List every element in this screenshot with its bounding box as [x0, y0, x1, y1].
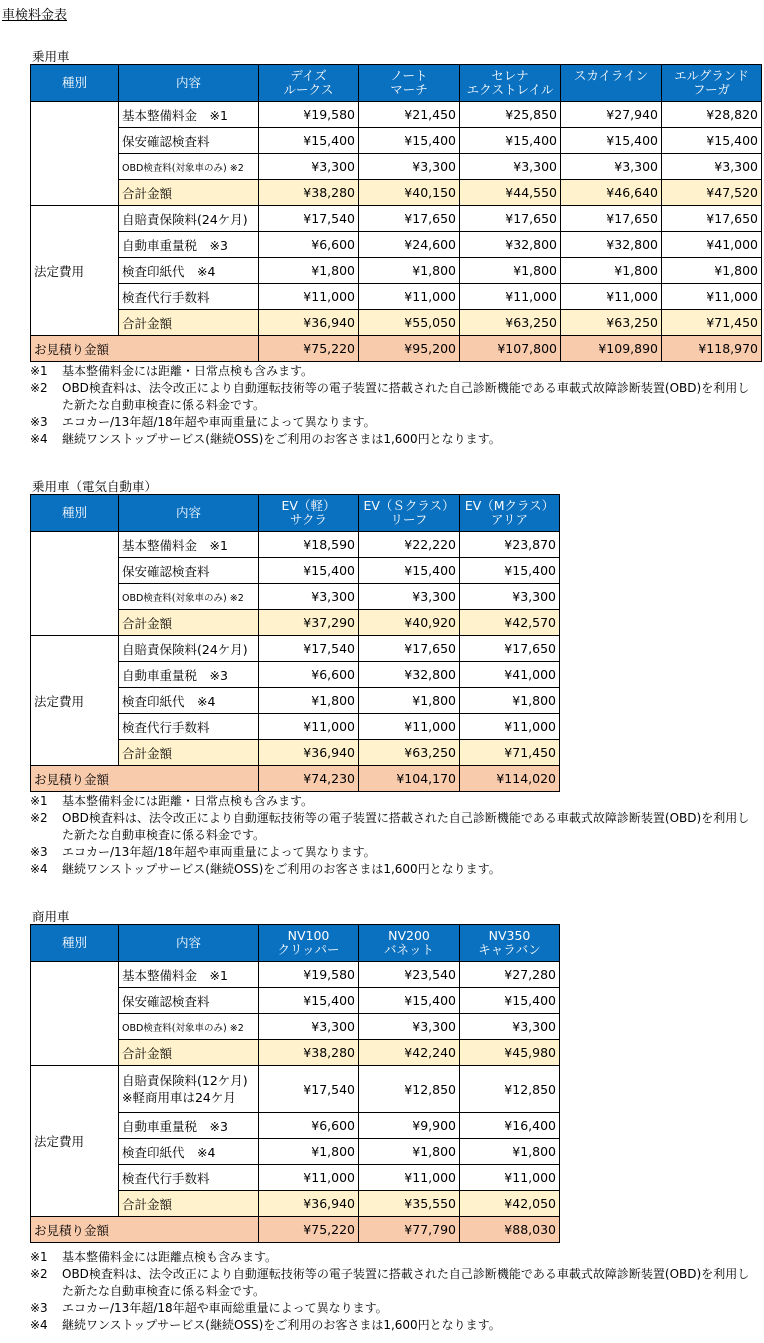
footnote	[30, 380, 760, 414]
table-row	[31, 258, 762, 284]
price-cell: ¥19,580	[259, 102, 359, 128]
item-label: 合計金額	[119, 610, 259, 636]
footnote-mark: ※4	[30, 432, 48, 446]
item-label	[119, 1165, 259, 1191]
model-name-line2: リーフ	[390, 512, 428, 527]
item-label	[119, 310, 259, 336]
price-cell: ¥15,400	[359, 128, 460, 154]
item-label-text: 検査代行手数料	[122, 1170, 210, 1186]
page-title: 車検料金表	[2, 8, 68, 23]
item-label	[119, 1066, 259, 1113]
item-label-text: 自動車重量税 ※3	[122, 667, 228, 683]
item-label: 基本整備料金 ※1	[119, 102, 259, 128]
model-name-line2: キャラバン	[478, 942, 541, 957]
price-cell: ¥36,940	[259, 310, 359, 336]
item-label	[119, 1139, 259, 1165]
price-cell: ¥32,800	[460, 232, 561, 258]
price-cell: ¥17,650	[662, 206, 762, 232]
price-cell: ¥1,800	[259, 258, 359, 284]
price-cell: ¥11,000	[259, 284, 359, 310]
price-cell: ¥3,300	[259, 1014, 359, 1040]
table-row	[31, 154, 762, 180]
header-content: 内容	[119, 925, 259, 962]
section-title: 商用車	[32, 909, 70, 924]
price-cell: ¥1,800	[662, 258, 762, 284]
model-name-line2: フーガ	[693, 82, 730, 97]
price-cell: ¥17,540	[259, 206, 359, 232]
price-cell: ¥1,800	[259, 688, 359, 714]
model-header	[662, 65, 762, 102]
footnote-mark: ※4	[30, 1318, 48, 1332]
item-label: OBD検査料(対象車のみ) ※2	[119, 154, 259, 180]
price-table	[30, 64, 762, 362]
estimate-price: ¥107,800	[460, 336, 561, 362]
item-label-text: 自動車重量税 ※3	[122, 1118, 228, 1134]
price-cell: ¥11,000	[259, 1165, 359, 1191]
estimate-price: ¥88,030	[460, 1217, 560, 1243]
price-cell: ¥15,400	[561, 128, 662, 154]
header-content: 内容	[119, 495, 259, 532]
item-label: 合計金額	[119, 180, 259, 206]
model-header	[561, 65, 662, 102]
model-name-line2: バネット	[383, 942, 434, 957]
table-row	[31, 636, 560, 662]
category-cell	[31, 962, 119, 1066]
item-label: 基本整備料金 ※1	[119, 532, 259, 558]
price-cell: ¥11,000	[460, 714, 560, 740]
price-cell: ¥15,400	[460, 988, 560, 1014]
item-label: OBD検査料(対象車のみ) ※2	[119, 1014, 259, 1040]
item-label: 保安確認検査料	[119, 558, 259, 584]
price-cell: ¥15,400	[359, 988, 460, 1014]
table-row	[31, 532, 560, 558]
item-label-text: 検査代行手数料	[122, 289, 210, 305]
model-name-line1: EV（Ｓクラス）	[363, 498, 455, 513]
model-header	[359, 65, 460, 102]
price-cell: ¥6,600	[259, 232, 359, 258]
footnote	[30, 810, 760, 844]
price-cell: ¥11,000	[662, 284, 762, 310]
item-label	[119, 1113, 259, 1139]
header-content: 内容	[119, 65, 259, 102]
price-cell: ¥27,940	[561, 102, 662, 128]
price-table	[30, 924, 560, 1243]
estimate-price: ¥114,020	[460, 766, 560, 792]
price-cell: ¥55,050	[359, 310, 460, 336]
price-cell: ¥1,800	[359, 688, 460, 714]
table-row	[31, 128, 762, 154]
price-cell: ¥45,980	[460, 1040, 560, 1066]
estimate-row	[31, 336, 762, 362]
header-row	[31, 495, 560, 532]
estimate-price: ¥75,220	[259, 336, 359, 362]
estimate-label: お見積り金額	[31, 766, 259, 792]
item-label	[119, 232, 259, 258]
model-header	[259, 925, 359, 962]
estimate-price: ¥104,170	[359, 766, 460, 792]
item-label	[119, 1191, 259, 1217]
price-cell: ¥38,280	[259, 1040, 359, 1066]
header-type: 種別	[31, 495, 119, 532]
item-label-text: 検査印紙代 ※4	[122, 693, 216, 709]
model-name-line2: クリッパー	[277, 942, 340, 957]
price-cell: ¥17,540	[259, 1066, 359, 1113]
price-cell: ¥42,240	[359, 1040, 460, 1066]
estimate-price: ¥77,790	[359, 1217, 460, 1243]
item-label: 保安確認検査料	[119, 128, 259, 154]
item-label-text: 自賠責保険料(24ケ月)	[122, 211, 248, 227]
item-label-text: 合計金額	[122, 745, 173, 761]
price-cell: ¥32,800	[561, 232, 662, 258]
price-cell: ¥41,000	[662, 232, 762, 258]
item-label: 基本整備料金 ※1	[119, 962, 259, 988]
footnote	[30, 363, 760, 380]
table-row	[31, 180, 762, 206]
footnote-mark: ※3	[30, 1301, 48, 1315]
price-cell: ¥1,800	[460, 688, 560, 714]
model-header	[359, 495, 460, 532]
price-cell: ¥22,220	[359, 532, 460, 558]
table-row	[31, 232, 762, 258]
price-cell: ¥40,150	[359, 180, 460, 206]
legal-fee-category: 法定費用	[31, 1066, 119, 1217]
item-label: 合計金額	[119, 1040, 259, 1066]
estimate-label: お見積り金額	[31, 336, 259, 362]
price-cell: ¥12,850	[460, 1066, 560, 1113]
header-row	[31, 925, 560, 962]
price-cell: ¥23,870	[460, 532, 560, 558]
price-cell: ¥15,400	[259, 988, 359, 1014]
price-cell: ¥3,300	[460, 154, 561, 180]
item-label-text: 合計金額	[122, 1196, 173, 1212]
price-cell: ¥17,650	[460, 636, 560, 662]
price-cell: ¥1,800	[460, 1139, 560, 1165]
table-row	[31, 1066, 560, 1113]
model-name-line1: エルグランド	[674, 68, 749, 83]
footnote-text: エコカー/13年超/18年超や車両重量によって異なります。	[62, 415, 376, 429]
category-cell	[31, 532, 119, 636]
item-label	[119, 258, 259, 284]
footnote-text: 継続ワンストップサービス(継続OSS)をご利用のお客さまは1,600円となります。	[62, 432, 501, 446]
footnote	[30, 1266, 760, 1300]
model-header	[460, 65, 561, 102]
model-name-line1: EV（軽）	[281, 498, 336, 513]
item-label: 保安確認検査料	[119, 988, 259, 1014]
price-cell: ¥63,250	[460, 310, 561, 336]
footnote-text: OBD検査料は、法令改正により自動運転技術等の電子装置に搭載された自己診断機能である車載式故障診断装置(OBD)を利用した新たな自動車検査に係る料金です。	[62, 381, 750, 412]
price-cell: ¥3,300	[561, 154, 662, 180]
price-cell: ¥47,520	[662, 180, 762, 206]
legal-fee-category: 法定費用	[31, 206, 119, 336]
model-header	[460, 925, 560, 962]
model-name-line1: NV200	[388, 928, 430, 943]
price-cell: ¥24,600	[359, 232, 460, 258]
estimate-price: ¥95,200	[359, 336, 460, 362]
model-header	[259, 65, 359, 102]
footnote-text: 基本整備料金には距離・日常点検も含みます。	[62, 794, 314, 808]
footnote	[30, 844, 760, 861]
table-row	[31, 962, 560, 988]
price-cell: ¥25,850	[460, 102, 561, 128]
price-cell: ¥71,450	[662, 310, 762, 336]
footnote-mark: ※2	[30, 381, 48, 395]
price-cell: ¥11,000	[460, 1165, 560, 1191]
price-cell: ¥3,300	[259, 584, 359, 610]
model-name-line2: エクストレイル	[466, 82, 554, 97]
price-cell: ¥1,800	[460, 258, 561, 284]
price-cell: ¥46,640	[561, 180, 662, 206]
price-cell: ¥15,400	[460, 558, 560, 584]
price-cell: ¥32,800	[359, 662, 460, 688]
footnote	[30, 431, 760, 448]
footnote-mark: ※3	[30, 415, 48, 429]
table-row	[31, 102, 762, 128]
footnotes	[30, 1249, 760, 1334]
price-cell: ¥17,650	[561, 206, 662, 232]
section-title: 乗用車	[32, 49, 70, 64]
price-cell: ¥3,300	[359, 154, 460, 180]
item-label-text: 合計金額	[122, 315, 173, 331]
price-cell: ¥3,300	[359, 584, 460, 610]
model-name-line2: マーチ	[390, 82, 428, 97]
footnote-text: 継続ワンストップサービス(継続OSS)をご利用のお客さまは1,600円となります。	[62, 1318, 501, 1332]
item-label-text: 検査印紙代 ※4	[122, 263, 216, 279]
price-cell: ¥11,000	[359, 1165, 460, 1191]
item-label-text: 自賠責保険料(12ケ月)	[122, 1073, 248, 1088]
footnote-text: 継続ワンストップサービス(継続OSS)をご利用のお客さまは1,600円となります。	[62, 862, 501, 876]
estimate-price: ¥109,890	[561, 336, 662, 362]
footnote	[30, 1317, 760, 1334]
price-cell: ¥1,800	[359, 1139, 460, 1165]
price-cell: ¥16,400	[460, 1113, 560, 1139]
model-header	[259, 495, 359, 532]
price-cell: ¥71,450	[460, 740, 560, 766]
header-type: 種別	[31, 925, 119, 962]
item-label	[119, 662, 259, 688]
price-cell: ¥38,280	[259, 180, 359, 206]
price-cell: ¥42,570	[460, 610, 560, 636]
footnote	[30, 1249, 760, 1266]
footnote-mark: ※1	[30, 794, 48, 808]
model-name-line1: セレナ	[491, 68, 529, 83]
footnote-text: 基本整備料金には距離点検も含みます。	[62, 1250, 278, 1264]
item-label-text: 検査印紙代 ※4	[122, 1144, 216, 1160]
item-label-note: ※軽商用車は24ケ月	[122, 1090, 236, 1105]
header-row	[31, 65, 762, 102]
footnote	[30, 861, 760, 878]
footnote-text: OBD検査料は、法令改正により自動運転技術等の電子装置に搭載された自己診断機能である車載式故障診断装置(OBD)を利用した新たな自動車検査に係る料金です。	[62, 1267, 750, 1298]
estimate-row	[31, 766, 560, 792]
model-name-line1: デイズ	[290, 68, 327, 83]
header-type: 種別	[31, 65, 119, 102]
estimate-price: ¥75,220	[259, 1217, 359, 1243]
item-label	[119, 636, 259, 662]
footnote-mark: ※4	[30, 862, 48, 876]
category-cell	[31, 102, 119, 206]
price-cell: ¥11,000	[561, 284, 662, 310]
model-name-line2: ルークス	[283, 82, 334, 97]
price-cell: ¥11,000	[460, 284, 561, 310]
item-label	[119, 714, 259, 740]
model-name-line2: サクラ	[289, 512, 327, 527]
footnote-mark: ※1	[30, 364, 48, 378]
item-label: OBD検査料(対象車のみ) ※2	[119, 584, 259, 610]
price-cell: ¥6,600	[259, 662, 359, 688]
item-label	[119, 206, 259, 232]
price-cell: ¥37,290	[259, 610, 359, 636]
price-cell: ¥18,590	[259, 532, 359, 558]
price-cell: ¥11,000	[359, 714, 460, 740]
price-table	[30, 494, 560, 792]
model-name-line1: ノート	[390, 68, 428, 83]
price-cell: ¥42,050	[460, 1191, 560, 1217]
price-cell: ¥11,000	[259, 714, 359, 740]
price-cell: ¥3,300	[359, 1014, 460, 1040]
price-cell: ¥28,820	[662, 102, 762, 128]
price-cell: ¥17,650	[460, 206, 561, 232]
item-label-text: 検査代行手数料	[122, 719, 210, 735]
table-row	[31, 206, 762, 232]
model-name-line1: EV（Mクラス）	[464, 498, 555, 513]
model-header	[359, 925, 460, 962]
price-cell: ¥35,550	[359, 1191, 460, 1217]
price-cell: ¥3,300	[259, 154, 359, 180]
item-label-text: 自動車重量税 ※3	[122, 237, 228, 253]
price-cell: ¥23,540	[359, 962, 460, 988]
price-cell: ¥21,450	[359, 102, 460, 128]
price-cell: ¥15,400	[662, 128, 762, 154]
estimate-price: ¥74,230	[259, 766, 359, 792]
price-cell: ¥12,850	[359, 1066, 460, 1113]
price-cell: ¥19,580	[259, 962, 359, 988]
estimate-row	[31, 1217, 560, 1243]
price-cell: ¥15,400	[460, 128, 561, 154]
footnote	[30, 793, 760, 810]
table-row	[31, 310, 762, 336]
footnote	[30, 414, 760, 431]
price-cell: ¥3,300	[460, 1014, 560, 1040]
model-name-line1: スカイライン	[573, 68, 649, 83]
table-row	[31, 284, 762, 310]
price-cell: ¥27,280	[460, 962, 560, 988]
footnote-text: OBD検査料は、法令改正により自動運転技術等の電子装置に搭載された自己診断機能である車載式故障診断装置(OBD)を利用した新たな自動車検査に係る料金です。	[62, 811, 750, 842]
price-cell: ¥3,300	[460, 584, 560, 610]
estimate-price: ¥118,970	[662, 336, 762, 362]
price-cell: ¥15,400	[259, 558, 359, 584]
price-cell: ¥15,400	[259, 128, 359, 154]
price-cell: ¥3,300	[662, 154, 762, 180]
footnote-text: エコカー/13年超/18年超や車両重量によって異なります。	[62, 845, 376, 859]
item-label	[119, 740, 259, 766]
model-header	[460, 495, 560, 532]
model-name-line2: アリア	[490, 512, 528, 527]
item-label	[119, 688, 259, 714]
footnote-mark: ※2	[30, 1267, 48, 1281]
footnotes	[30, 793, 760, 878]
price-cell: ¥44,550	[460, 180, 561, 206]
footnote	[30, 1300, 760, 1317]
model-name-line2	[564, 83, 658, 97]
price-cell: ¥36,940	[259, 740, 359, 766]
price-cell: ¥1,800	[259, 1139, 359, 1165]
estimate-label: お見積り金額	[31, 1217, 259, 1243]
legal-fee-category: 法定費用	[31, 636, 119, 766]
price-cell: ¥11,000	[359, 284, 460, 310]
price-cell: ¥17,650	[359, 206, 460, 232]
price-cell: ¥1,800	[359, 258, 460, 284]
item-label	[119, 284, 259, 310]
price-cell: ¥63,250	[561, 310, 662, 336]
price-cell: ¥41,000	[460, 662, 560, 688]
model-name-line1: NV100	[287, 928, 330, 943]
price-cell: ¥6,600	[259, 1113, 359, 1139]
price-cell: ¥17,650	[359, 636, 460, 662]
model-name-line1: NV350	[488, 928, 531, 943]
footnotes	[30, 363, 760, 448]
price-cell: ¥63,250	[359, 740, 460, 766]
footnote-mark: ※3	[30, 845, 48, 859]
price-cell: ¥9,900	[359, 1113, 460, 1139]
footnote-text: エコカー/13年超/18年超や車両総重量によって異なります。	[62, 1301, 388, 1315]
footnote-mark: ※1	[30, 1250, 48, 1264]
section-title: 乗用車（電気自動車）	[32, 479, 158, 494]
footnote-text: 基本整備料金には距離・日常点検も含みます。	[62, 364, 314, 378]
price-cell: ¥40,920	[359, 610, 460, 636]
footnote-mark: ※2	[30, 811, 48, 825]
price-cell: ¥15,400	[359, 558, 460, 584]
item-label-text: 自賠責保険料(24ケ月)	[122, 641, 248, 657]
price-cell: ¥36,940	[259, 1191, 359, 1217]
price-cell: ¥1,800	[561, 258, 662, 284]
price-cell: ¥17,540	[259, 636, 359, 662]
